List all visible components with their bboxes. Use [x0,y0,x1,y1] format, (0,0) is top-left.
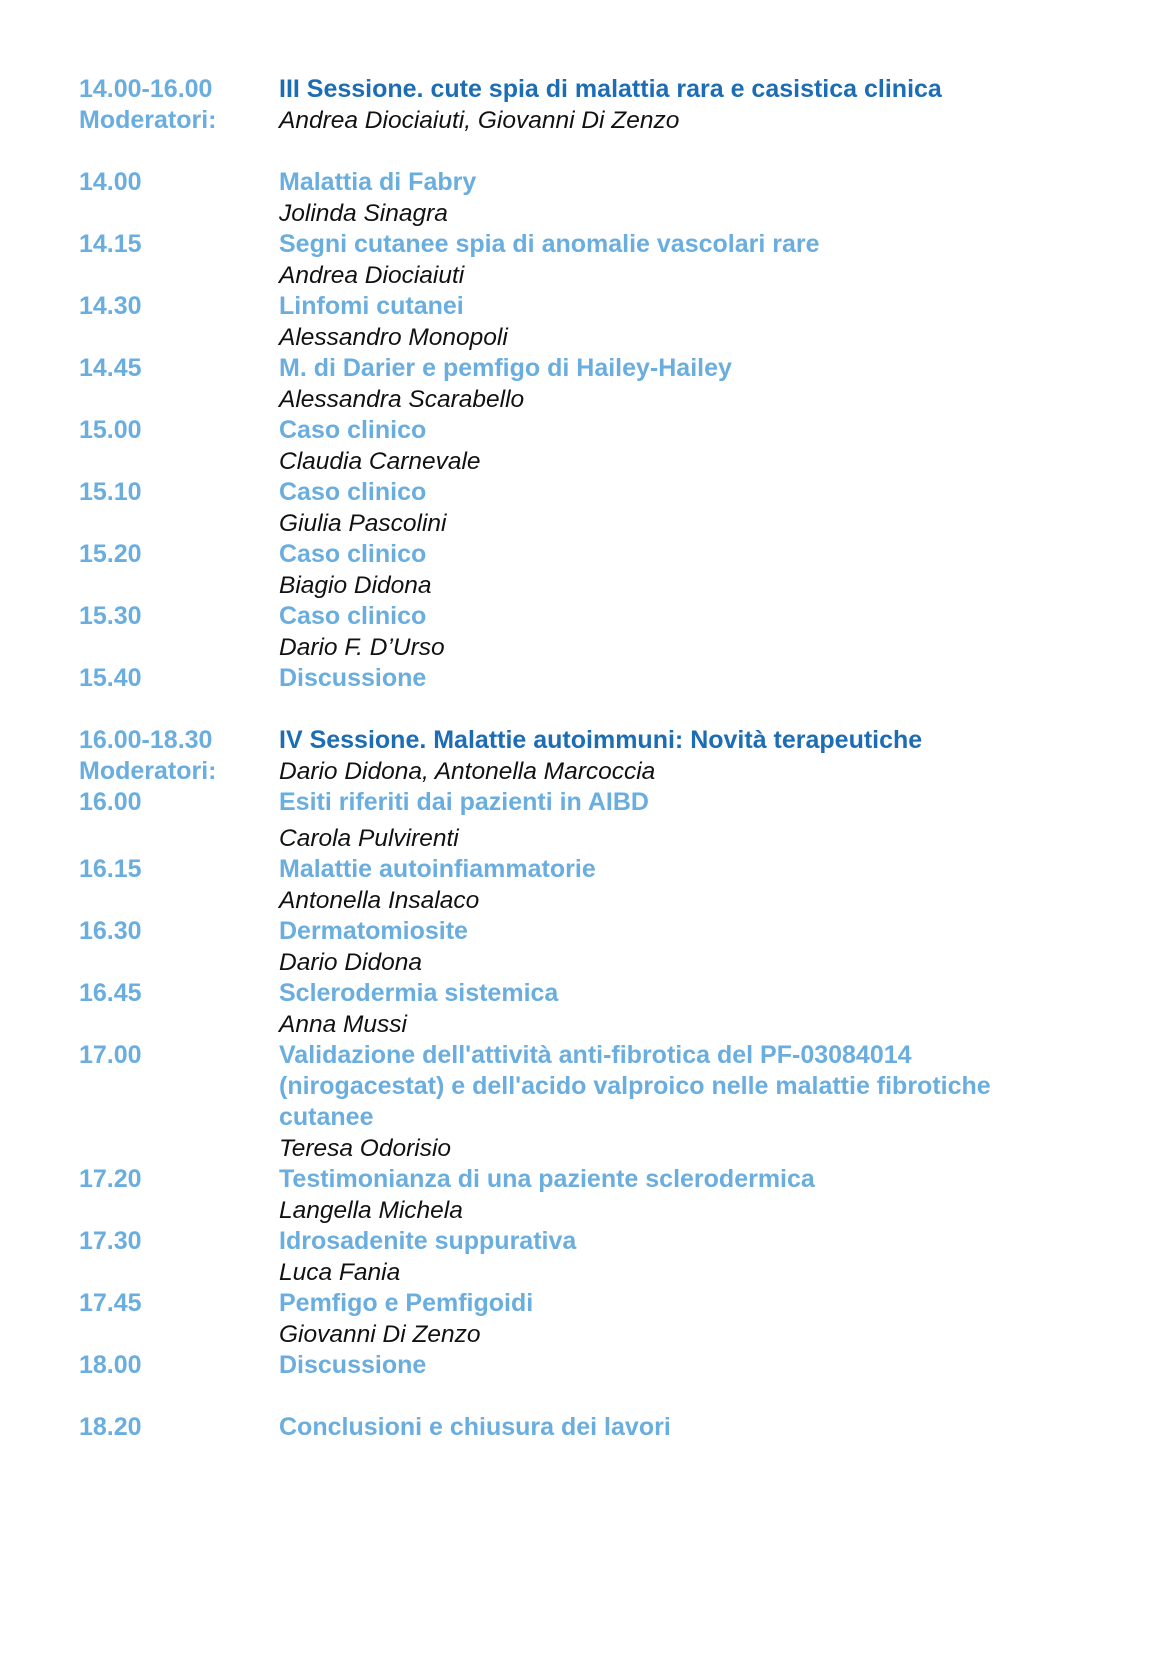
speaker-row [79,260,1089,291]
talk-speaker: Giulia Pascolini [279,510,447,537]
talk-row [79,353,1089,384]
talk-row [79,1288,1089,1319]
talk-title: Segni cutanee spia di anomalie vascolari rare [279,230,820,258]
speaker-row [79,446,1089,477]
closing-row [79,1412,1089,1443]
moderators-label: Moderatori: [79,106,217,134]
talk-title: Pemfigo e Pemfigoidi [279,1289,534,1317]
talk-row [79,291,1089,322]
talk-time: 17.30 [79,1227,142,1255]
talk-row [79,167,1089,198]
talk-time: 14.45 [79,354,142,382]
talk-time: 17.45 [79,1289,142,1317]
speaker-row [79,570,1089,601]
talk-row [79,1164,1089,1195]
talk-time: 18.00 [79,1351,142,1379]
closing-time: 18.20 [79,1413,142,1441]
talk-time: 15.00 [79,416,142,444]
speaker-row [79,1257,1089,1288]
speaker-row [79,823,1089,854]
talk-row [79,978,1089,1009]
talk-speaker: Teresa Odorisio [279,1135,452,1162]
speaker-row [79,384,1089,415]
talk-speaker: Dario Didona [279,949,422,976]
moderators-names: Andrea Diociaiuti, Giovanni Di Zenzo [279,107,680,134]
talk-row [79,601,1089,632]
speaker-row [79,198,1089,229]
talk-row [79,477,1089,508]
talk-time: 14.00 [79,168,142,196]
talk-title-continued [79,1071,1089,1102]
talk-row [79,1040,1089,1071]
talk-title: Linfomi cutanei [279,292,464,320]
session-header [79,725,1089,756]
talk-time: 15.10 [79,478,142,506]
talk-title: M. di Darier e pemfigo di Hailey-Hailey [279,354,732,382]
talk-row [79,539,1089,570]
talk-speaker: Carola Pulvirenti [279,825,459,852]
moderators-row [79,756,1089,787]
talk-row [79,415,1089,446]
talk-title: Caso clinico [279,416,427,444]
talk-speaker: Alessandro Monopoli [279,324,508,351]
speaker-row [79,1195,1089,1226]
talk-time: 17.20 [79,1165,142,1193]
talk-row [79,1350,1089,1381]
speaker-row [79,632,1089,663]
talk-title: Caso clinico [279,602,427,630]
talk-time: 15.20 [79,540,142,568]
talk-title: Caso clinico [279,540,427,568]
talk-speaker: Luca Fania [279,1259,401,1286]
talk-speaker: Andrea Diociaiuti [279,262,465,289]
talk-time: 16.00 [79,788,142,816]
talk-time: 15.40 [79,664,142,692]
talk-row [79,1226,1089,1257]
moderators-names: Dario Didona, Antonella Marcoccia [279,758,656,785]
speaker-row [79,508,1089,539]
talk-time: 16.45 [79,979,142,1007]
talk-speaker: Langella Michela [279,1197,463,1224]
talk-title: Discussione [279,664,427,692]
talk-title: Malattie autoinfiammatorie [279,855,596,883]
moderators-label: Moderatori: [79,757,217,785]
talk-time: 16.15 [79,855,142,883]
talk-time: 15.30 [79,602,142,630]
talk-row [79,787,1089,818]
session-title: III Sessione. cute spia di malattia rara e casistica clinica [279,75,942,103]
talk-title: Sclerodermia sistemica [279,979,559,1007]
talk-title-continued [79,1102,1089,1133]
talk-title: Malattia di Fabry [279,168,477,196]
talk-speaker: Dario F. D’Urso [279,634,445,661]
talk-speaker: Jolinda Sinagra [279,200,448,227]
speaker-row [79,885,1089,916]
speaker-row [79,1009,1089,1040]
session-talk-list [79,787,1089,1381]
talk-row [79,854,1089,885]
talk-time: 16.30 [79,917,142,945]
speaker-row [79,1319,1089,1350]
talk-time: 14.15 [79,230,142,258]
session-time: 14.00-16.00 [79,75,213,103]
talk-row [79,663,1089,694]
talk-time: 17.00 [79,1041,142,1069]
program-schedule [79,74,1089,1443]
moderators-row [79,105,1089,136]
talk-title: Discussione [279,1351,427,1379]
talk-title: Testimonianza di una paziente sclerodermica [279,1165,815,1193]
session-header [79,74,1089,105]
talk-row [79,916,1089,947]
session-talk-list [79,167,1089,694]
talk-speaker: Anna Mussi [279,1011,408,1038]
talk-speaker: Biagio Didona [279,572,432,599]
speaker-row [79,947,1089,978]
talk-title: Dermatomiosite [279,917,468,945]
talk-title-line: cutanee [279,1103,374,1131]
talk-title: Validazione dell'attività anti-fibrotica del PF-03084014 [279,1041,912,1069]
closing-title: Conclusioni e chiusura dei lavori [279,1413,671,1441]
talk-time: 14.30 [79,292,142,320]
session-time: 16.00-18.30 [79,726,213,754]
session-title: IV Sessione. Malattie autoimmuni: Novità terapeutiche [279,726,923,754]
talk-speaker: Giovanni Di Zenzo [279,1321,481,1348]
speaker-row [79,1133,1089,1164]
talk-row [79,229,1089,260]
talk-title: Caso clinico [279,478,427,506]
speaker-row [79,322,1089,353]
talk-speaker: Alessandra Scarabello [279,386,525,413]
talk-speaker: Antonella Insalaco [279,887,480,914]
talk-speaker: Claudia Carnevale [279,448,481,475]
talk-title-line: (nirogacestat) e dell'acido valproico nelle malattie fibrotiche [279,1072,991,1100]
talk-title: Esiti riferiti dai pazienti in AIBD [279,788,649,816]
talk-title: Idrosadenite suppurativa [279,1227,577,1255]
